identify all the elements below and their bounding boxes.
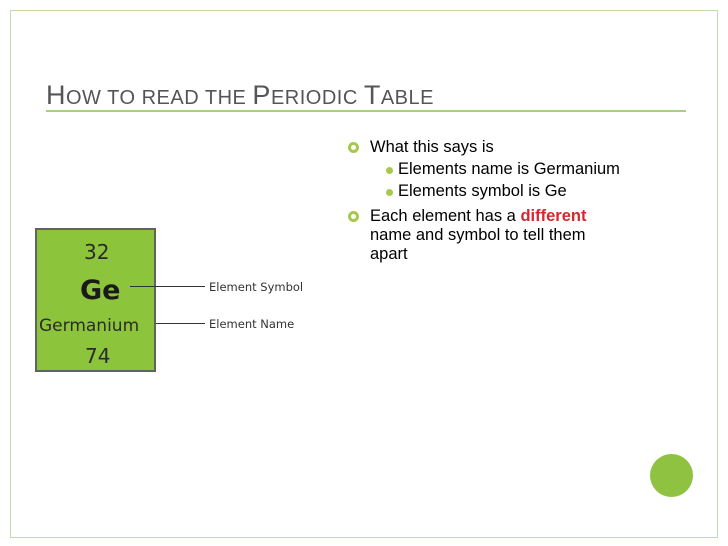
title-divider (46, 110, 686, 112)
bullet-text-post: name and symbol to tell them apart (370, 226, 586, 263)
title-cap-3: T (363, 80, 381, 110)
sub-bullet-text: Elements symbol is Ge (398, 182, 567, 200)
symbol-callout-label: Element Symbol (209, 280, 304, 294)
name-callout-line (156, 323, 205, 324)
bullet-list (344, 138, 624, 264)
sub-bullet-item (344, 160, 624, 179)
element-symbol: Ge (80, 275, 121, 306)
ring-bullet-icon (348, 142, 359, 153)
bullet-text-pre: Each element has a (370, 207, 521, 225)
sub-bullet-text: Elements name is Germanium (398, 160, 620, 178)
bullet-item (344, 138, 624, 157)
dot-bullet-icon (386, 189, 393, 196)
atomic-number: 32 (84, 240, 110, 264)
symbol-callout-line (130, 286, 205, 287)
title-rest-3: ABLE (380, 87, 434, 109)
atomic-mass: 74 (85, 344, 111, 368)
element-tile-germanium (35, 228, 156, 372)
sub-bullet-item (344, 182, 624, 201)
bullet-text: What this says is (370, 138, 494, 156)
bullet-item (344, 207, 624, 264)
ring-bullet-icon (348, 211, 359, 222)
slide-title (46, 80, 434, 111)
highlighted-word: different (520, 207, 587, 225)
title-rest-1: OW TO READ THE (66, 87, 253, 109)
title-cap-2: P (252, 80, 271, 110)
decorative-circle (650, 454, 693, 497)
title-rest-2: ERIODIC (270, 87, 364, 109)
title-cap-1: H (46, 80, 66, 110)
element-name: Germanium (39, 316, 140, 336)
name-callout-label: Element Name (209, 317, 295, 331)
dot-bullet-icon (386, 167, 393, 174)
